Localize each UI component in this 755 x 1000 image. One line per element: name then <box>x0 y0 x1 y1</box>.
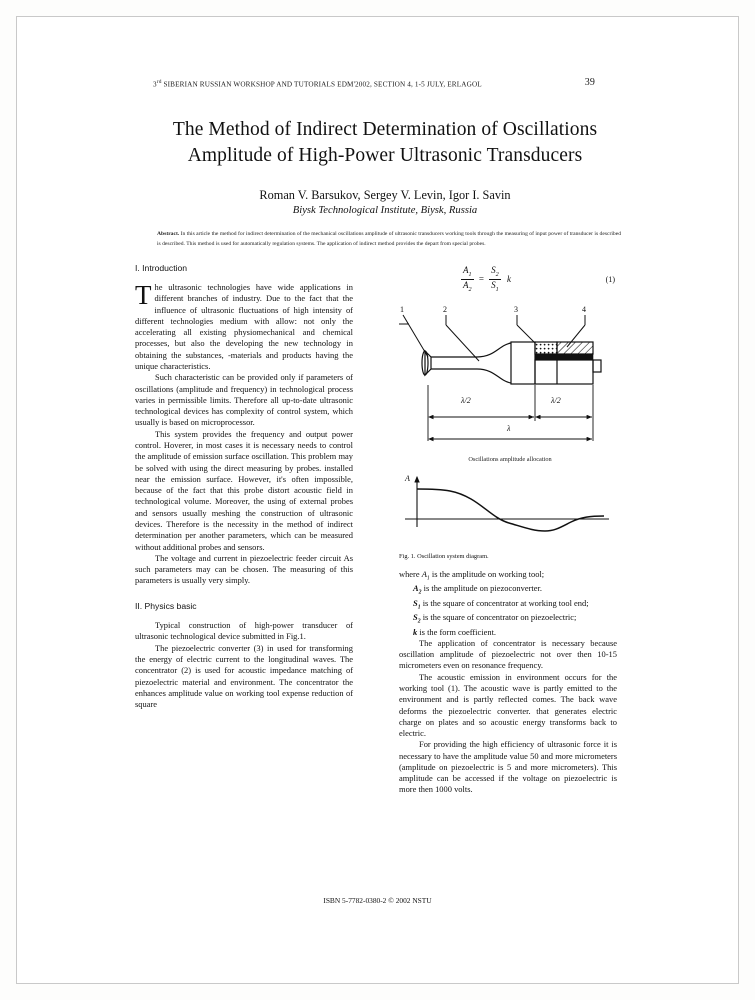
figure-label-1: 1 <box>400 304 404 314</box>
abstract-label: Abstract. <box>157 231 180 238</box>
symbol-k: k <box>413 626 418 637</box>
equation-lhs-fraction <box>461 265 474 294</box>
right-paragraph-2: The acoustic emission in environment occurs for the working tool (1). The acoustic wave is partly emitted to the environment and is partly reflected comes. The back wave deforms the piezoelectric converter. that generates electric charge on plates and so acoustic energy transforms back to electric. <box>399 671 617 739</box>
page-content <box>135 77 635 903</box>
variable-definition-A1: where $A_1$ is the amplitude on working tool; <box>399 569 545 582</box>
right-column <box>399 263 617 796</box>
body-columns <box>135 263 635 903</box>
equation-1-expression <box>461 265 511 294</box>
equation-rhs-fraction <box>489 265 501 294</box>
running-head <box>135 77 635 95</box>
equation-lhs-denominator: $A_2$ <box>463 279 472 293</box>
transducer-diagram-svg <box>399 299 621 467</box>
author-list: Roman V. Barsukov, Sergey V. Levin, Igor I. Savin <box>259 188 511 203</box>
right-paragraph-1: The application of concentrator is necessary because oscillation amplitude of piezoelectric not over then 10-15 micrometers even on resonance frequency. <box>399 637 617 671</box>
abstract-body: In this article the method for indirect determination of the mechanical oscillations amplitude of ultrasonic transducers working tools through the measuring of input power of transducer is described is described. This method is used for automatically regulation systems. The application of indirect method provides the depart from special probes. <box>157 231 621 247</box>
symbol-A1: $A_1$ <box>421 569 430 582</box>
variable-definition-S1: $S_1$ is the square of concentrator at working tool end; <box>413 597 589 611</box>
figure-label-4: 4 <box>582 304 586 314</box>
drop-cap: T <box>135 280 152 311</box>
page-number: 39 <box>584 77 595 88</box>
equation-lhs-numerator: $A_1$ <box>461 265 474 280</box>
running-head-ordinal-suffix: rd <box>156 79 162 85</box>
right-paragraph-3: For providing the high efficiency of ultrasonic force it is necessary to have the amplitude value 50 and more micrometers (amplitude on piezoelectric is 5 and more micrometers). This amplitude can be accessed if the voltage on piezoelectric is more then 1000 volts. <box>399 739 617 795</box>
intro-paragraph-3: This system provides the frequency and output power control. Hoverer, in most cases it is necessary needs to control the amplitude of emission surface oscillation. This problem may be solved with using the direct measuring by probes. installed near the emission surface. However, it's often impossible, because of the fact that this probe distort acoustic field in technological volume. Moreover, the using of external probes and sensors usually meshing the construction of ultrasonic devices. Therefore is the necessity in the method of indirect determination per another parameters, which can be measured without additional probes and sensors. <box>135 428 353 552</box>
amplitude-graph <box>399 469 621 549</box>
abstract <box>157 230 621 248</box>
transducer-diagram <box>399 299 621 467</box>
variable-definition-A2: $A_2$ is the amplitude on piezoconverter. <box>413 583 542 597</box>
variable-definition-k: k is the form coefficient. <box>413 626 497 637</box>
intro-paragraph-2: Such characteristic can be provided only if parameters of oscillations (amplitude and frequency) in technological process varies in permissible limits. Therefore all up-to-date ultrasonic technological devices has complexity of control system, which usually is based on microprocessor. <box>135 372 353 428</box>
equation-k-term: k <box>506 274 511 285</box>
equation-number: (1) <box>605 274 615 284</box>
page-footer: ISBN 5-7782-0380-2 © 2002 NSTU <box>323 896 432 905</box>
intro-paragraph-4: The voltage and current in piezoelectric feeder circuit As such parameters may can be chosen. The measuring of this parameters is usually very simply. <box>135 552 353 586</box>
figure-label-3: 3 <box>514 304 518 314</box>
affiliation: Biysk Technological Institute, Biysk, Russia <box>292 205 478 217</box>
symbol-S1: $S_1$ <box>413 597 421 611</box>
section-heading-introduction: I. Introduction <box>135 262 188 273</box>
physics-paragraph-1: Typical construction of high-power transducer of ultrasonic technological device submitted in Fig.1. <box>135 620 353 642</box>
intro-paragraph-1 <box>135 282 353 372</box>
paper-title: The Method of Indirect Determination of Oscillations Amplitude of High-Power Ultrasonic Transducers <box>172 119 598 166</box>
section-heading-physics: II. Physics basic <box>135 600 197 611</box>
figure-inner-caption: Oscillations amplitude allocation <box>468 456 552 464</box>
graph-axis-label: A <box>405 473 410 483</box>
equation-rhs-numerator: $S_2$ <box>489 265 501 280</box>
dim-label-right: λ/2 <box>551 395 561 405</box>
equation-1 <box>399 265 617 295</box>
amplitude-graph-svg <box>399 469 621 547</box>
left-column <box>135 263 353 711</box>
figure-label-2: 2 <box>443 304 447 314</box>
intro-paragraph-1-text: he ultrasonic technologies have wide applications in different branches of industry. Due to the fact that the influence of ultrasonic fluctuations of high intensity of different technologies medium with allow: not only the accelerating all existing physiomechanical and chemical processes, but also the developing the new technology in obtaining the substances, -materials and products having the unique characteristics. <box>135 282 353 371</box>
variable-definition-S2: $S_2$ is the square of concentrator on piezoelectric; <box>413 612 577 625</box>
dim-label-total: λ <box>507 423 511 433</box>
physics-paragraph-2: The piezoelectric converter (3) in used for transforming the energy of electric current to the longitudinal waves. The concentrator (2) is used for acoustic impedance matching of piezoelectric material and environment. The concentrator the enhances amplitude value on working tool expense reduction of square <box>135 642 353 710</box>
paper-sheet <box>17 17 738 983</box>
symbol-A2: $A_2$ <box>413 583 422 597</box>
running-head-text: 3rd SIBERIAN RUSSIAN WORKSHOP AND TUTORIALS EDM'2002, SECTION 4, 1-5 JULY, ERLAGOL <box>153 79 482 89</box>
figure-caption: Fig. 1. Oscillation system diagram. <box>399 552 489 560</box>
equals-sign: = <box>478 274 484 285</box>
equation-rhs-denominator: $S_1$ <box>491 279 499 293</box>
symbol-S2: $S_2$ <box>413 612 421 625</box>
dim-label-left: λ/2 <box>461 395 471 405</box>
